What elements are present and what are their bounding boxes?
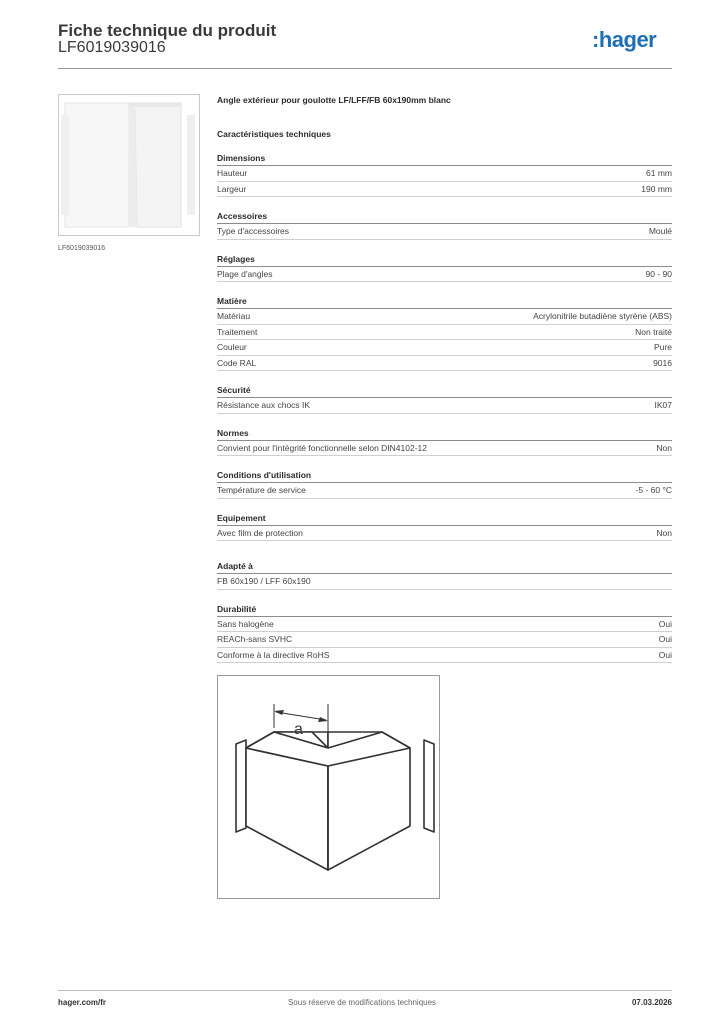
spec-row <box>217 441 672 457</box>
logo-text: hager <box>598 27 657 52</box>
footer-date: 07.03.2026 <box>631 998 672 1007</box>
logo-dots-icon: : <box>592 27 599 52</box>
spec-label: Largeur <box>217 183 247 194</box>
section-title: Adapté à <box>217 561 672 574</box>
section-title: Normes <box>217 428 672 441</box>
footer-website-link[interactable]: hager.com/fr <box>58 998 107 1007</box>
product-reference: LF6019039016 <box>58 39 166 56</box>
section-title: Dimensions <box>217 153 672 166</box>
spec-label: Couleur <box>217 342 247 352</box>
spec-value: Oui <box>658 649 672 660</box>
spec-value: Oui <box>658 618 672 629</box>
section-title: Durabilité <box>217 604 672 617</box>
spec-label: REACh-sans SVHC <box>217 634 293 644</box>
spec-label: FB 60x190 / LFF 60x190 <box>217 576 311 586</box>
spec-section <box>217 470 672 499</box>
spec-row <box>217 267 672 283</box>
spec-section <box>217 385 672 414</box>
spec-row <box>217 340 672 356</box>
spec-section <box>217 211 672 240</box>
spec-label: Hauteur <box>217 168 248 178</box>
spec-label: Température de service <box>217 485 306 495</box>
spec-section <box>217 296 672 371</box>
spec-value: Moulé <box>648 226 672 236</box>
spec-section <box>217 428 672 457</box>
section-title: Matière <box>217 296 672 309</box>
spec-sections <box>217 153 672 663</box>
header-divider <box>58 68 672 69</box>
spec-value: Acrylonitrile butadiène styrène (ABS) <box>533 311 672 321</box>
spec-value: IK07 <box>654 400 672 410</box>
spec-value: Non <box>656 527 672 538</box>
spec-row <box>217 632 672 648</box>
spec-label: Conforme à la directive RoHS <box>217 649 330 660</box>
spec-value: Oui <box>658 634 672 644</box>
section-title: Equipement <box>217 513 672 526</box>
spec-label: Résistance aux chocs IK <box>217 400 311 410</box>
spec-value: 190 mm <box>641 183 672 194</box>
spec-row <box>217 182 672 198</box>
spec-value: Non <box>656 442 672 453</box>
spec-value: -5 - 60 °C <box>635 485 672 495</box>
spec-value: 9016 <box>653 357 672 368</box>
spec-content <box>217 95 672 695</box>
spec-row <box>217 166 672 182</box>
spec-row <box>217 325 672 341</box>
spec-row <box>217 224 672 240</box>
spec-label: Type d'accessoires <box>217 226 290 236</box>
spec-value: Non traité <box>635 326 672 337</box>
spec-row <box>217 574 672 590</box>
spec-label: Plage d'angles <box>217 268 273 279</box>
footer-disclaimer: Sous réserve de modifications techniques <box>287 998 437 1007</box>
spec-section <box>217 254 672 283</box>
spec-label: Avec film de protection <box>217 527 303 538</box>
section-title: Sécurité <box>217 385 672 398</box>
image-caption: LF6019039016 <box>58 245 106 252</box>
spec-label: Convient pour l'intégrité fonctionnelle selon DIN4102-12 <box>217 442 428 453</box>
page-title: Fiche technique du produit <box>58 21 277 40</box>
dimension-label: a <box>294 721 303 738</box>
spec-section <box>217 153 672 197</box>
hager-logo[interactable] <box>592 27 656 53</box>
section-title: Réglages <box>217 254 672 267</box>
spec-label: Sans halogène <box>217 618 274 629</box>
spec-label: Code RAL <box>217 357 257 368</box>
technical-drawing <box>217 675 440 899</box>
spec-section <box>217 561 672 590</box>
spec-value: 90 - 90 <box>645 268 672 279</box>
spec-row <box>217 648 672 664</box>
angle-drawing-icon <box>218 676 439 898</box>
spec-row <box>217 356 672 372</box>
footer-divider <box>58 990 672 991</box>
spec-label: Traitement <box>217 326 258 337</box>
product-image <box>58 94 200 236</box>
section-title: Conditions d'utilisation <box>217 470 672 483</box>
spec-row <box>217 309 672 325</box>
spec-row <box>217 398 672 414</box>
spec-section <box>217 604 672 664</box>
spec-label: Matériau <box>217 311 251 321</box>
spec-section <box>217 513 672 542</box>
tech-title: Caractéristiques techniques <box>217 129 331 139</box>
product-photo-icon <box>59 95 199 235</box>
spec-value: 61 mm <box>646 168 672 178</box>
spec-row <box>217 483 672 499</box>
spec-row <box>217 617 672 633</box>
spec-row <box>217 526 672 542</box>
product-name: Angle extérieur pour goulotte LF/LFF/FB 60x190mm blanc <box>217 95 451 105</box>
spec-value: Pure <box>654 342 672 352</box>
section-title: Accessoires <box>217 211 672 224</box>
